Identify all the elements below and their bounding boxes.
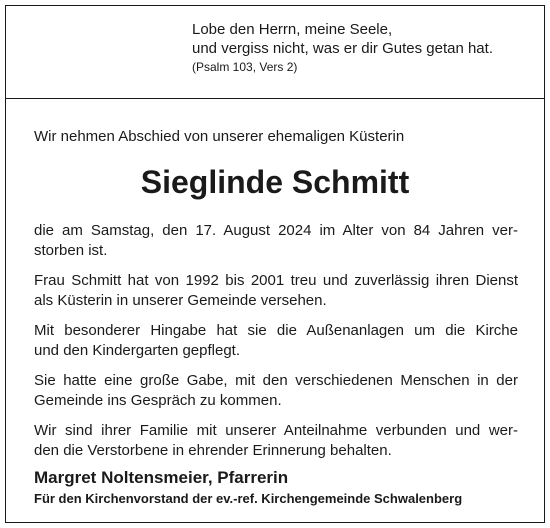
paragraph-line: Gemeinde ins Gespräch zu kommen. <box>34 392 282 409</box>
deceased-name: Sieglinde Schmitt <box>140 164 410 200</box>
divider-line <box>6 98 544 99</box>
paragraph-line: Wir sind ihrer Familie mit unserer Anteilnahme verbunden und wer- <box>34 422 518 439</box>
bible-verse <box>192 20 493 76</box>
paragraph-line: den die Verstorbene in ehrender Erinnerung behalten. <box>34 442 392 459</box>
obituary-body <box>34 221 518 471</box>
paragraph-line: storben ist. <box>34 242 108 259</box>
paragraph <box>34 271 518 311</box>
paragraph-line: und den Kindergarten gepflegt. <box>34 342 240 359</box>
obituary-notice <box>5 5 545 523</box>
paragraph-line: Mit besonderer Hingabe hat sie die Außenanlagen um die Kirche <box>34 322 518 339</box>
verse-reference: (Psalm 103, Vers 2) <box>192 60 298 74</box>
verse-line-1: Lobe den Herrn, meine Seele, <box>192 21 393 38</box>
paragraph-line: Frau Schmitt hat von 1992 bis 2001 treu und zuverlässig ihren Dienst <box>34 272 518 289</box>
paragraph-line: als Küsterin in unserer Gemeinde versehen. <box>34 292 327 309</box>
signature-block <box>34 468 462 508</box>
intro-text: Wir nehmen Abschied von unserer ehemaligen Küsterin <box>34 128 405 145</box>
signer-name: Margret Noltensmeier, Pfarrerin <box>34 468 289 487</box>
paragraph <box>34 221 518 261</box>
paragraph <box>34 371 518 411</box>
verse-line-2: und vergiss nicht, was er dir Gutes getan hat. <box>192 40 493 57</box>
paragraph <box>34 421 518 461</box>
paragraph-line: die am Samstag, den 17. August 2024 im Alter von 84 Jahren ver- <box>34 222 518 239</box>
paragraph-line: Sie hatte eine große Gabe, mit den verschiedenen Menschen in der <box>34 372 518 389</box>
paragraph <box>34 321 518 361</box>
signer-organization: Für den Kirchenvorstand der ev.-ref. Kirchengemeinde Schwalenberg <box>34 491 463 506</box>
